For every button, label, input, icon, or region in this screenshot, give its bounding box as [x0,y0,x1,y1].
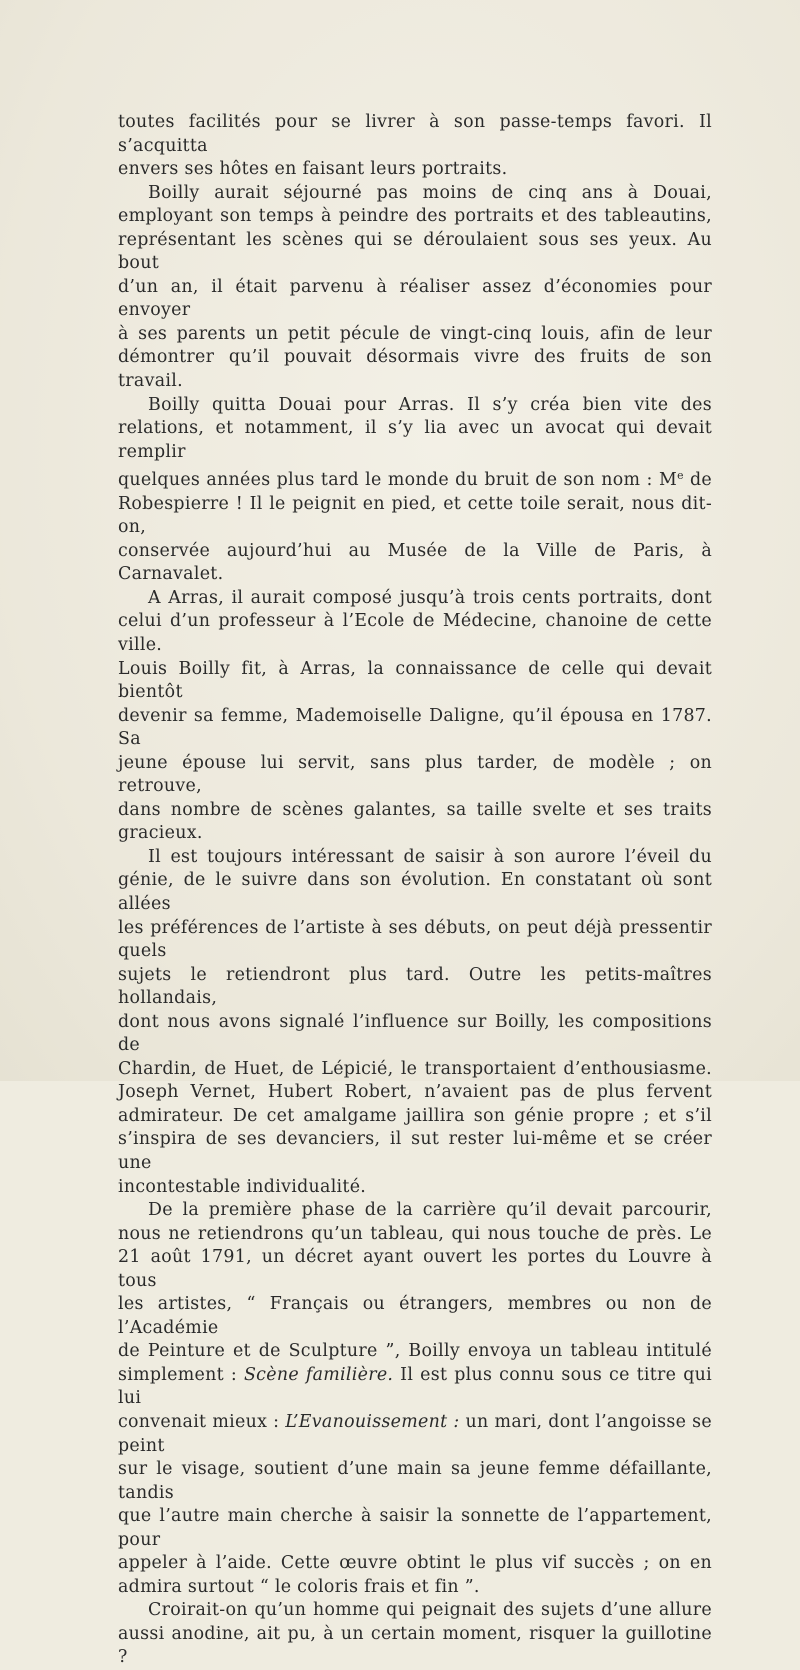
text-line-content: relations, et notamment, il s’y lia avec un avocat qui devait remplir [118,418,712,462]
text-line [118,540,712,587]
text-line-content: sujets le retiendront plus tard. Outre les petits-maîtres hollandais, [118,964,712,1009]
text-line [118,493,712,540]
text-line-content: Croirait-on qu’un homme qui peignait des sujets d’une allure [148,1600,712,1621]
text-line [118,1552,712,1576]
text-line [118,917,712,964]
text-line [118,1576,712,1600]
text-line [118,610,712,657]
text-line [118,323,712,347]
text-line [118,229,712,276]
superscript: e [677,469,684,483]
text-line-content: Boilly quitta Douai pour Arras. Il s’y créa bien vite des [148,394,712,415]
text-line-content: aussi anodine, ait pu, à un certain moment, risquer la guillotine ? [118,1623,712,1668]
text-line [118,346,712,393]
text-line-content: devenir sa femme, Mademoiselle Daligne, qu’il épousa en 1787. Sa [118,705,712,750]
text-line [118,1364,712,1411]
text-line [118,464,712,492]
italic-title: Scène familière. [243,1364,394,1385]
text-line-content: les préférences de l’artiste à ses débuts, on peut déjà pressentir quels [118,917,712,962]
text-line [118,1011,712,1058]
text-line-content: de Peinture et de Sculpture ”, Boilly envoya un tableau intitulé [118,1341,712,1362]
body-text [118,111,712,1670]
text-line-content: De la première phase de la carrière qu’il devait parcourir, [148,1200,712,1221]
text-line-content: Louis Boilly fit, à Arras, la connaissance de celle qui devait bientôt [118,658,712,703]
text-line-content: Robespierre ! Il le peignit en pied, et cette toile serait, nous dit-on, [118,493,712,538]
text-line-content: toutes facilités pour se livrer à son passe-temps favori. Il s’acquitta [118,112,712,156]
text-line-continuation: un mari, dont l’angoisse se peint [118,1412,712,1456]
text-line-content: démontrer qu’il pouvait désormais vivre des fruits de son travail. [118,347,712,392]
text-line-content: jeune épouse lui servit, sans plus tarder, de modèle ; on retrouve, [118,752,712,797]
text-line-content: incontestable individualité. [118,1176,367,1197]
text-line [118,1246,712,1293]
text-line [118,1599,712,1623]
text-line [118,1058,712,1082]
text-line-content: A Arras, il aurait composé jusqu’à trois cents portraits, dont [148,587,712,608]
text-line [118,846,712,870]
text-line [118,705,712,752]
text-line-content: Joseph Vernet, Hubert Robert, n’avaient pas de plus fervent [118,1082,712,1103]
text-line [118,158,712,182]
text-line [118,1505,712,1552]
text-line [118,276,712,323]
text-line [118,1105,712,1129]
text-line [118,182,712,206]
text-line-content: employant son temps à peindre des portraits et des tableautins, [118,206,712,227]
text-line [118,1199,712,1223]
text-line [118,1176,712,1200]
text-line [118,1458,712,1505]
text-line-content: celui d’un professeur à l’Ecole de Médecine, chanoine de cette ville. [118,611,712,655]
text-line-content: les artistes, “ Français ou étrangers, membres ou non de l’Académie [118,1294,712,1338]
text-line-content: génie, de le suivre dans son évolution. En constatant où sont allées [118,870,712,914]
text-line [118,1223,712,1247]
text-line-content: 21 août 1791, un décret ayant ouvert les portes du Louvre à tous [118,1247,712,1291]
text-line-content: dans nombre de scènes galantes, sa taille svelte et ses traits gracieux. [118,799,712,844]
text-line [118,1293,712,1340]
text-line-content: représentant les scènes qui se déroulaient sous ses yeux. Au bout [118,229,712,274]
text-line-content: Boilly aurait séjourné pas moins de cinq ans à Douai, [148,182,712,203]
text-line-content: appeler à l’aide. Cette œuvre obtint le plus vif succès ; on en [118,1553,712,1574]
text-line-content: nous ne retiendrons qu’un tableau, qui nous touche de près. Le [118,1223,712,1244]
text-line-content: s’inspira de ses devanciers, il sut rester lui-même et se créer une [118,1129,712,1173]
text-line-content: conservée aujourd’hui au Musée de la Ville de Paris, à Carnavalet. [118,540,712,585]
text-line [118,752,712,799]
text-line-continuation: de [683,470,712,491]
text-line [118,111,712,158]
text-line [118,394,712,418]
text-line-content: admirateur. De cet amalgame jaillira son génie propre ; et s’il [118,1105,712,1126]
text-line-content: Il est toujours intéressant de saisir à son aurore l’éveil du [148,846,712,867]
text-line-content: convenait mieux : [118,1412,286,1432]
text-line-content: admira surtout “ le coloris frais et fin ”. [118,1576,480,1597]
text-line-content: dont nous avons signalé l’influence sur Boilly, les compositions de [118,1011,712,1056]
text-line [118,964,712,1011]
text-line [118,587,712,611]
text-line [118,1128,712,1175]
text-line-content: Chardin, de Huet, de Lépicié, le transportaient d’enthousiasme. [118,1058,712,1079]
text-line-content: quelques années plus tard le monde du bruit de son nom : M [118,470,678,491]
text-line [118,799,712,846]
text-line [118,869,712,916]
text-line [118,658,712,705]
text-line-content: d’un an, il était parvenu à réaliser assez d’économies pour envoyer [118,276,712,321]
text-line [118,1340,712,1364]
text-line-content: simplement : [118,1364,244,1385]
italic-title: L’Evanouissement : [285,1412,460,1432]
text-line [118,205,712,229]
text-line [118,1411,712,1458]
text-line-content: envers ses hôtes en faisant leurs portraits. [118,159,508,180]
text-line-content: sur le visage, soutient d’une main sa jeune femme défaillante, tandis [118,1459,712,1503]
text-line-continuation: Il est plus connu sous ce titre qui lui [118,1364,712,1409]
text-line-content: à ses parents un petit pécule de vingt-cinq louis, afin de leur [118,323,712,344]
text-line [118,417,712,464]
text-line-content: que l’autre main cherche à saisir la sonnette de l’appartement, pour [118,1506,712,1550]
text-line [118,1623,712,1670]
text-line [118,1081,712,1105]
